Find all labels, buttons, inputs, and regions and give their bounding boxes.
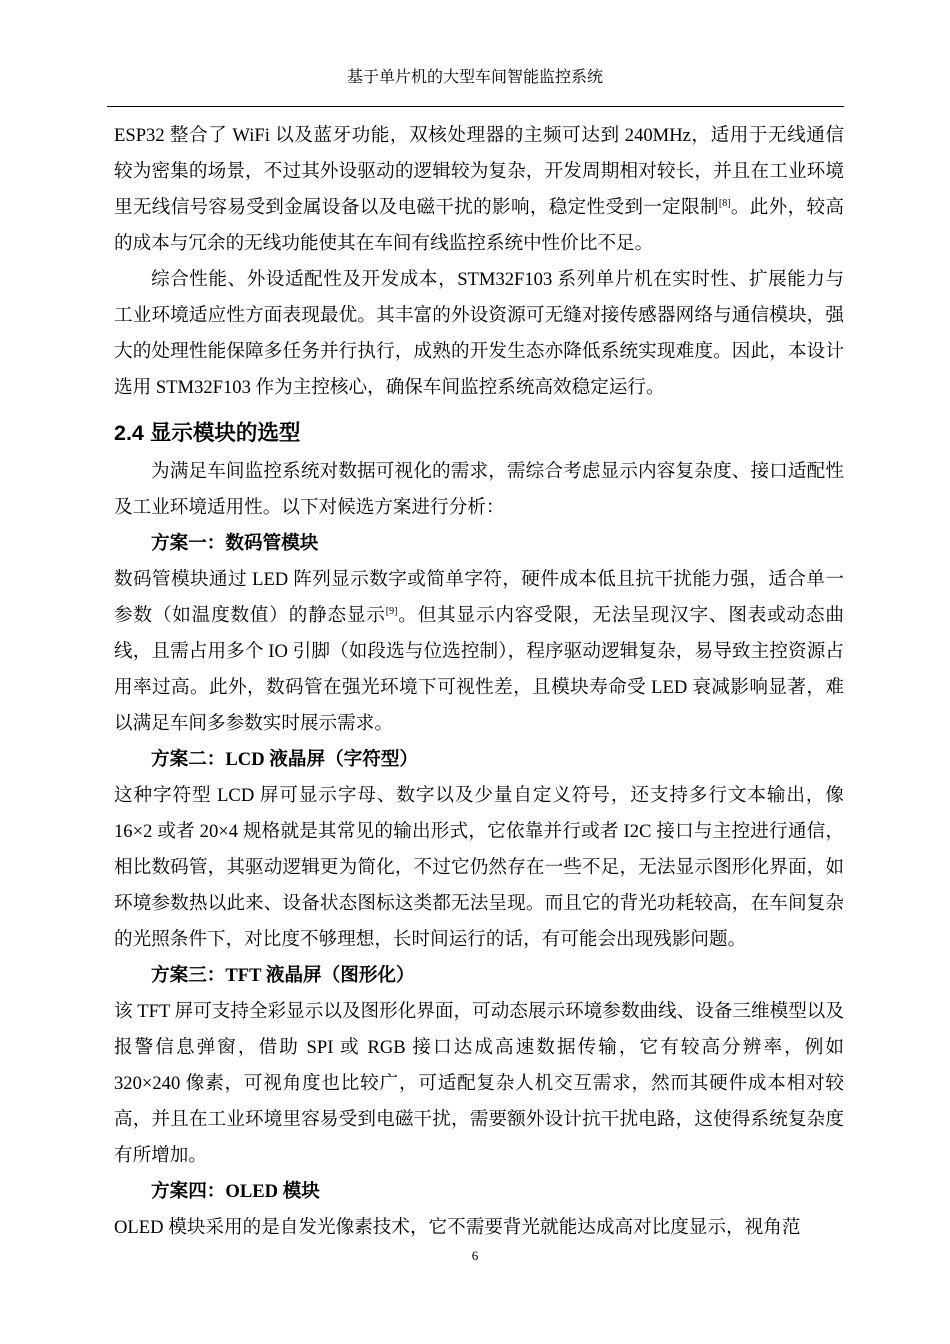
scheme-heading-4: 方案四：OLED 模块	[151, 1181, 320, 1202]
scheme-heading-2: 方案二：LCD 液晶屏（字符型）	[151, 749, 419, 770]
paragraph-text: 。此外，较高的成本与冗余的无线功能使其在车间有线监控系统中性价比不足。	[114, 197, 844, 254]
paragraph-conclusion: 综合性能、外设适配性及开发成本，STM32F103 系列单片机在实时性、扩展能力与工业环境适应性方面表现最优。其丰富的外设资源可无缝对接传感器网络与通信模块，强大的处理性能保障多任务并行执行，成熟的开发生态亦降低系统实现难度。因此，本设计选用 STM32F103 作为主控核心，确保车间监控系统高效稳定运行。	[114, 269, 844, 398]
scheme-heading-3: 方案三：TFT 液晶屏（图形化）	[151, 965, 415, 986]
running-header: 基于单片机的大型车间智能监控系统	[346, 69, 603, 86]
paragraph-intro: 为满足车间监控系统对数据可视化的需求，需综合考虑显示内容复杂度、接口适配性及工业环境适用性。以下对候选方案进行分析：	[114, 461, 844, 518]
paragraph-scheme-1	[114, 562, 844, 742]
paragraph-esp32	[114, 118, 844, 262]
citation-ref: [9]	[385, 605, 398, 617]
header-divider	[107, 106, 844, 107]
citation-ref: [8]	[718, 197, 731, 209]
paragraph-text: 。但其显示内容受限，无法呈现汉字、图表或动态曲线，且需占用多个 IO 引脚（如段选与位选控制），程序驱动逻辑复杂，易导致主控资源占用率过高。此外，数码管在强光环境下可视性差，且模块寿命受 LED 衰减影响显著，难以满足车间多参数实时展示需求。	[114, 605, 844, 734]
paragraph-scheme-2: 这种字符型 LCD 屏可显示字母、数字以及少量自定义符号，还支持多行文本输出，像 16×2 或者 20×4 规格就是其常见的输出形式，它依靠并行或者 I2C 接口与主控进行通信，相比数码管，其驱动逻辑更为简化，不过它仍然存在一些不足，无法显示图形化界面，如环境参数热以此来、设备状态图标这类都无法呈现。而且它的背光功耗较高，在车间复杂的光照条件下，对比度不够理想，长时间运行的话，有可能会出现残影问题。	[114, 785, 844, 950]
section-heading: 2.4 显示模块的选型	[114, 421, 301, 445]
scheme-heading-1: 方案一：数码管模块	[151, 533, 319, 554]
page-body	[114, 118, 844, 1246]
paragraph-scheme-3: 该 TFT 屏可支持全彩显示以及图形化界面，可动态展示环境参数曲线、设备三维模型以及报警信息弹窗，借助 SPI 或 RGB 接口达成高速数据传输，它有较高分辨率，例如 320×240 像素，可视角度也比较广，可适配复杂人机交互需求，然而其硬件成本相对较高，并且在工业环境里容易受到电磁干扰，需要额外设计抗干扰电路，这使得系统复杂度有所增加。	[114, 1001, 844, 1166]
paragraph-text: ESP32 整合了 WiFi 以及蓝牙功能，双核处理器的主频可达到 240MHz，适用于无线通信较为密集的场景，不过其外设驱动的逻辑较为复杂，开发周期相对较长，并且在工业环境里无线信号容易受到金属设备以及电磁干扰的影响，稳定性受到一定限制	[114, 125, 844, 218]
paragraph-text: 数码管模块通过 LED 阵列显示数字或简单字符，硬件成本低且抗干扰能力强，适合单一参数（如温度数值）的静态显示	[114, 569, 844, 626]
paragraph-scheme-4: OLED 模块采用的是自发光像素技术，它不需要背光就能达成高对比度显示，视角范	[114, 1217, 801, 1238]
page-number: 6	[471, 1248, 479, 1263]
